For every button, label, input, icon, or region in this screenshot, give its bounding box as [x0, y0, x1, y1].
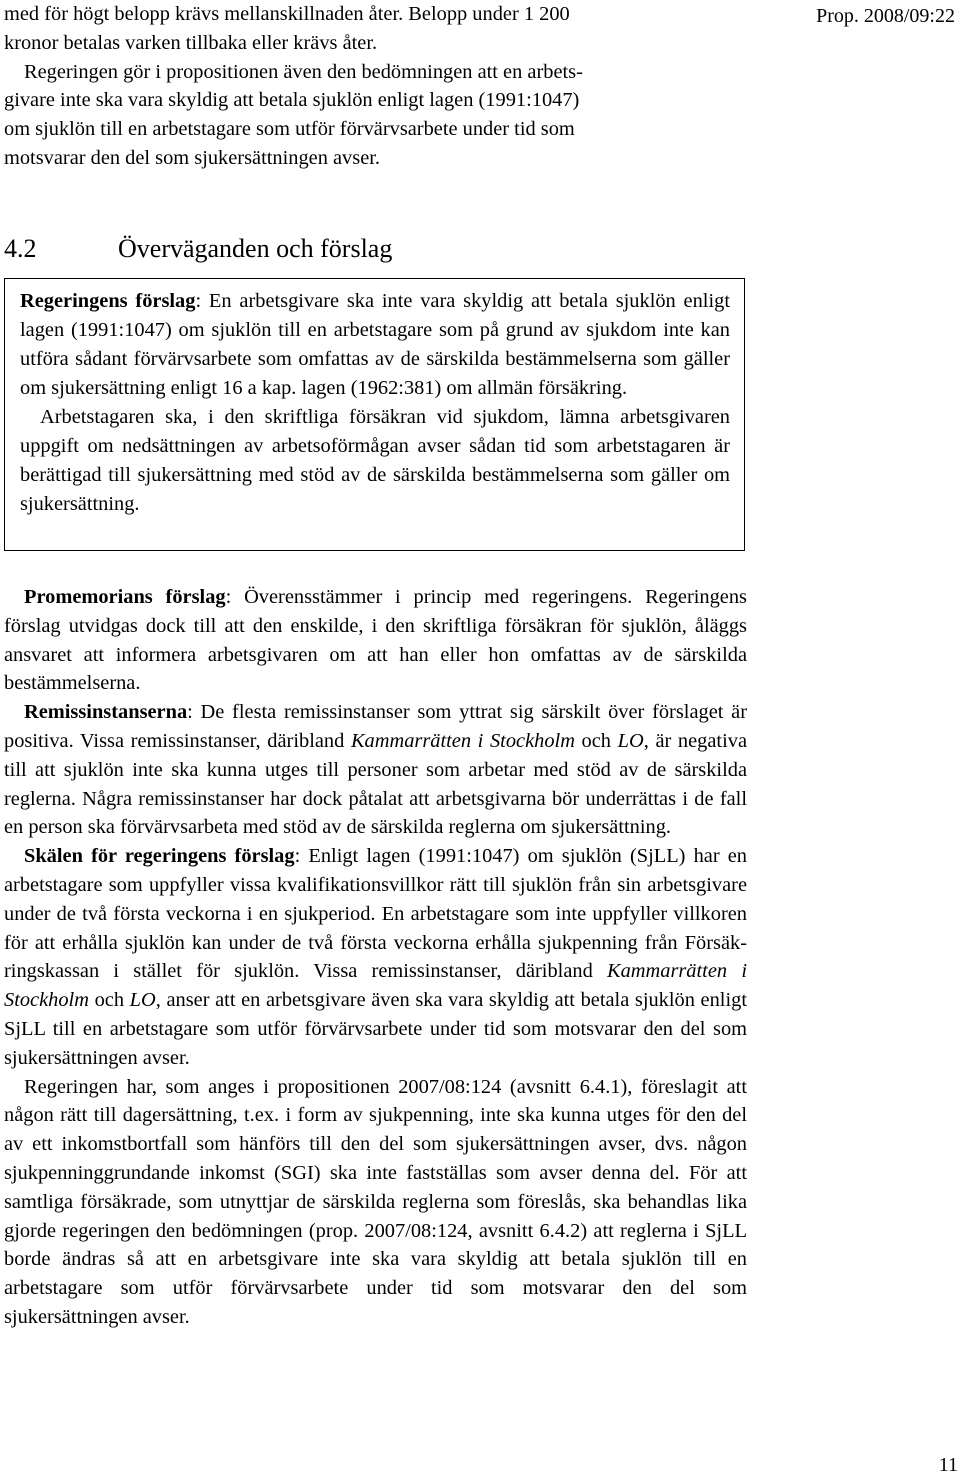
proposal-paragraph-1: [20, 287, 730, 403]
remiss-paragraph: [4, 698, 747, 842]
remiss-text-2: och: [574, 729, 618, 752]
intro-paragraph-1: [4, 0, 747, 58]
final-paragraph: Regeringen har, som anges i propositionen 2007/08:124 (avsnitt 6.4.1), föreslagit att någon rätt till dagersättning, t.ex. i form av sjukpenning, inte ska kunna utges för den del av ett inkomstbortfall som hänförs till den del som sjukersättningen avser, dvs. någon sjukpenninggrundande inkomst (SGI) ska inte fastställas som avser denna del. För att samtliga försäkrade, som utnyttjar de särskilda reglerna som föreslås, ska behandlas lika gjorde regeringen den bedömningen (prop. 2007/08:124, avsnitt 6.4.2) att reglerna i SjLL borde ändras så att en arbetsgivare inte ska vara skyldig att betala sjuklön till en arbetstagare som utför förvärvsarbete under tid som motsvarar den del som sjukersättningen avser.: [4, 1075, 747, 1328]
promemoria-text: : Överensstämmer i princip med regeringens. Regeringens förslag utvidgas dock till att den enskilde, i den skriftliga försäkran för sjuklön, åläggs ansvaret att informera arbetsgivaren om att han eller hon omfattas av de särskilda bestämmelserna.: [4, 586, 747, 695]
remiss-text-1: : De flesta remissinstanser som yttrat sig särskilt över förslaget är positiva. Vissa remissinstanser, däribland: [4, 701, 747, 752]
government-proposal-box: [4, 278, 745, 551]
intro-text-block: [4, 0, 747, 173]
reasons-text-3: , anser att en arbetsgivare även ska vara skyldig att betala sjuklön enligt SjLL till en arbetstagare som utför förvärvsarbete under tid som motsvarar den del som sjukersättningen avser.: [4, 989, 747, 1069]
reasons-italic-1: Kammarrätten i Stockholm: [4, 960, 747, 1012]
page-number: 11: [938, 1454, 958, 1476]
proposal-text-1: : En arbetsgivare ska inte vara skyldig att betala sjuklön enligt lagen (1991:1047) om sjuklön till en arbetstagare som på grund av sjukdom inte kan utföra sådant förvärvsarbete som omfattas av de särskilda bestämmelserna som gäller om sjukersättning enligt 16 a kap. lagen (1962:381) om allmän försäkring.: [20, 290, 730, 399]
intro-paragraph-2: [4, 58, 747, 173]
intro-p2-line-3: om sjuklön till en arbetstagare som utför förvärvsarbete under tid som: [4, 118, 575, 141]
remiss-italic-2: LO: [617, 729, 644, 752]
promemoria-paragraph: [4, 583, 747, 698]
section-title: Överväganden och förslag: [118, 234, 393, 263]
proposal-lead: Regeringens förslag: [20, 290, 196, 312]
reasons-text-1: : Enligt lagen (1991:1047) om sjuklön (SjLL) har en arbetstagare som uppfyller vissa kvalifikationsvillkor rätt till sjuklön från sin arbetsgivare under de två första veckorna i en sjukperiod. En arbetstagare som inte uppfyller villkoren för att erhålla sjuklön kan under de två första veckorna erhålla sjukpenning från Försäkringskassan i stället för sjuklön. Vissa remissinstanser, däribland: [4, 845, 747, 983]
reasons-text-2: och: [88, 989, 130, 1012]
remiss-lead: Remissinstanserna: [24, 701, 188, 724]
reasons-paragraph: [4, 842, 747, 1072]
section-number: 4.2: [4, 234, 37, 263]
proposal-paragraph-2: Arbetstagaren ska, i den skriftliga försäkran vid sjukdom, lämna arbetsgivaren uppgift om nedsättningen av arbetsoförmågan avser sådan tid som arbetstagaren är berättigad till sjukersättning med stöd av de särskilda bestämmelserna som gäller om sjukersättning.: [20, 406, 730, 515]
body-text-block: [4, 583, 747, 1332]
proposition-reference: Prop. 2008/09:22: [816, 5, 955, 27]
reasons-italic-2: LO: [129, 989, 156, 1012]
remiss-text-3: , är negativa till att sjuklön inte ska kunna utges till personer som arbetar med stöd av de särskilda reglerna. Några remissinstanser har dock påtalat att arbetsgivarna bör underrättas i de fall en person ska förvärvsarbeta med stöd av de särskilda reglerna om sjukersättning.: [4, 729, 748, 839]
remiss-italic-1: Kammarrätten i Stockholm: [350, 729, 575, 752]
intro-p2-line-1: Regeringen gör i propositionen även den bedömningen att en arbets-: [24, 60, 583, 83]
promemoria-lead: Promemorians förslag: [24, 586, 226, 608]
section-heading: [4, 232, 747, 266]
reasons-lead: Skälen för regeringens förslag: [24, 845, 295, 868]
intro-p1-line-1: med för högt belopp krävs mellanskillnaden åter. Belopp under 1 200: [4, 3, 570, 25]
intro-p2-line-2: givare inte ska vara skyldig att betala sjuklön enligt lagen (1991:1047): [4, 89, 580, 112]
intro-p2-line-4: motsvarar den del som sjukersättningen avser.: [4, 146, 381, 169]
intro-p1-line-2: kronor betalas varken tillbaka eller krävs åter.: [4, 31, 378, 54]
